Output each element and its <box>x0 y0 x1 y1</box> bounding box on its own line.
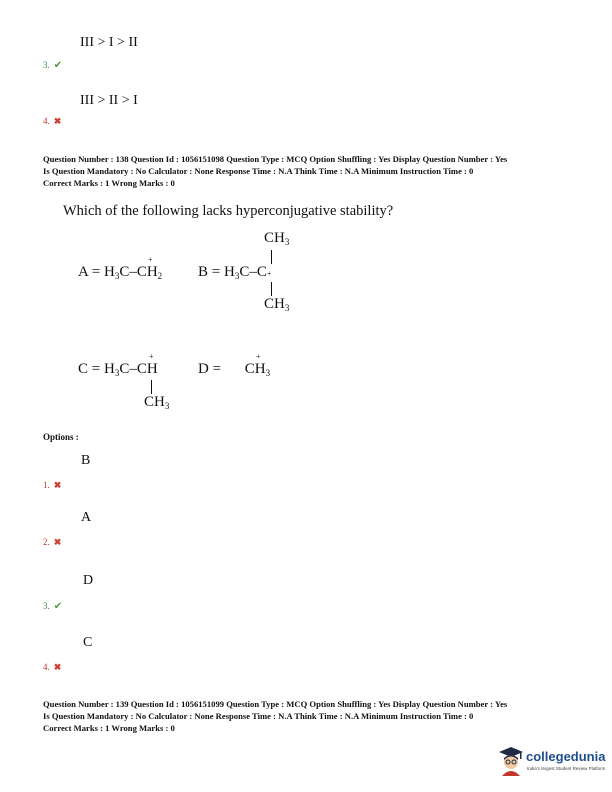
q139-meta-line3: Correct Marks : 1 Wrong Marks : 0 <box>43 723 175 733</box>
structure-c <box>78 352 188 422</box>
prev-option-4-number-row <box>43 111 61 129</box>
atom-h: H <box>103 264 115 280</box>
options-label: Options : <box>43 432 79 442</box>
subscript: 3 <box>234 271 240 281</box>
prev-option-3-number-row <box>43 55 62 73</box>
structure-b-formula <box>198 264 271 281</box>
structure-b-bottom-ch3 <box>264 296 289 313</box>
q139-meta-line2: Is Question Mandatory : No Calculator : None Response Time : N.A Think Time : N.A Minimum Instruction Time : 0 <box>43 711 474 721</box>
subscript: 3 <box>114 271 120 281</box>
option-4-text: C <box>83 635 93 650</box>
structure-a-label: A = <box>78 264 101 280</box>
structure-d-label: D = <box>198 361 222 377</box>
structure-a-formula <box>78 264 162 281</box>
graduate-icon <box>496 744 526 776</box>
structure-b-top-ch3 <box>264 230 289 247</box>
group-ch: CH <box>264 296 285 312</box>
option-2-number-row <box>43 532 61 550</box>
subscript: 3 <box>114 368 120 378</box>
atom-c: C <box>119 361 130 377</box>
check-icon: ✔ <box>53 60 63 71</box>
q139-meta-line1: Question Number : 139 Question Id : 1056151099 Question Type : MCQ Option Shuffling : Yes Display Question Number : Yes <box>43 699 508 709</box>
structure-c-bottom-ch3 <box>144 394 169 411</box>
subscript: 3 <box>164 401 170 411</box>
cross-icon: ✖ <box>53 537 62 547</box>
q139-meta <box>43 698 507 734</box>
structure-c-label: C = <box>78 361 101 377</box>
structure-c-formula <box>78 361 158 378</box>
prev-option-3-number: 3. <box>43 60 50 70</box>
group-ch: CH <box>244 361 266 377</box>
cross-icon: ✖ <box>53 662 62 672</box>
prev-option-3-text: III > I > II <box>80 35 138 50</box>
subscript: 3 <box>284 303 290 313</box>
structure-b-label: B = <box>198 264 221 280</box>
q138-meta-line1: Question Number : 138 Question Id : 1056151098 Question Type : MCQ Option Shuffling : Yes Display Question Number : Yes <box>43 154 508 164</box>
cross-icon: ✖ <box>53 480 62 490</box>
structure-d-formula <box>198 361 270 378</box>
structure-c-charge: + <box>149 352 154 361</box>
structure-d-charge: + <box>256 352 261 361</box>
atom-c: C <box>239 264 250 280</box>
subscript: 3 <box>284 237 290 247</box>
collegedunia-logo[interactable] <box>496 743 608 783</box>
bond: – <box>249 264 257 280</box>
q138-meta-line3: Correct Marks : 1 Wrong Marks : 0 <box>43 178 175 188</box>
option-3-text: D <box>83 573 94 588</box>
structure-b-bond-top <box>271 250 272 264</box>
option-1-number-row <box>43 475 61 493</box>
atom-h: H <box>103 361 115 377</box>
atom-h: H <box>223 264 235 280</box>
bond: – <box>129 264 137 280</box>
cross-icon: ✖ <box>53 116 62 126</box>
structure-b-charge: + <box>266 269 272 278</box>
option-2-number: 2. <box>43 537 50 547</box>
group-ch: CH <box>136 361 158 377</box>
atom-c: C <box>256 264 267 280</box>
option-3-number-row <box>43 596 62 614</box>
bond: – <box>129 361 137 377</box>
q138-meta <box>43 153 507 189</box>
prev-option-4-text: III > II > I <box>80 93 138 108</box>
check-icon: ✔ <box>53 601 63 612</box>
structure-b-bond-bottom <box>271 282 272 296</box>
option-2-text: A <box>81 510 92 525</box>
structure-a <box>78 244 188 284</box>
group-ch: CH <box>264 230 285 246</box>
option-4-number-row <box>43 657 61 675</box>
prev-option-4-number: 4. <box>43 116 50 126</box>
structure-d <box>198 352 298 392</box>
group-ch: CH <box>144 394 165 410</box>
option-1-number: 1. <box>43 480 50 490</box>
option-3-number: 3. <box>43 601 50 611</box>
structure-c-bond <box>151 380 152 394</box>
structure-a-charge: + <box>148 255 153 264</box>
group-ch: CH <box>136 264 158 280</box>
atom-c: C <box>119 264 130 280</box>
structure-b <box>198 230 308 320</box>
logo-tagline: India's largest Student Review Platform <box>527 766 606 771</box>
logo-name: collegedunia <box>526 749 606 764</box>
option-4-number: 4. <box>43 662 50 672</box>
subscript: 3 <box>265 368 271 378</box>
option-1-text: B <box>81 453 91 468</box>
subscript: 2 <box>157 271 163 281</box>
q138-meta-line2: Is Question Mandatory : No Calculator : None Response Time : N.A Think Time : N.A Minimum Instruction Time : 0 <box>43 166 474 176</box>
q138-question-text: Which of the following lacks hyperconjugative stability? <box>63 203 394 219</box>
